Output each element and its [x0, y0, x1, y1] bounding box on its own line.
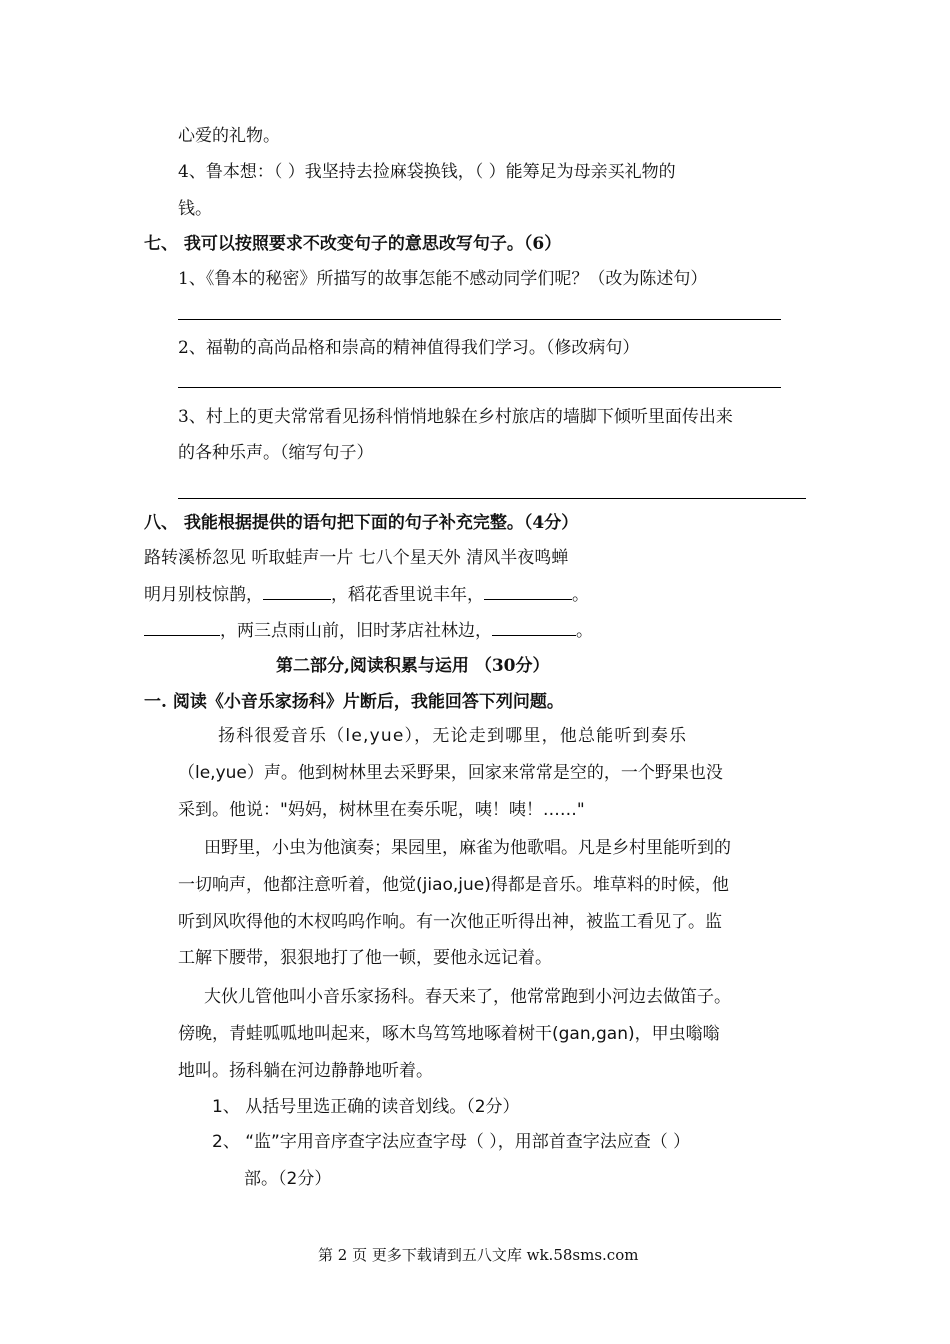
passage-line: 扬科很爱音乐（le,yue），无论走到哪里，他总能听到奏乐: [218, 726, 688, 746]
answer-line: [178, 498, 806, 499]
poem-text: ，两三点雨山前，旧时茅店社林边，: [220, 621, 492, 641]
fill-blank: [484, 583, 572, 600]
sub-question-2: 2、 “监”字用音序查字法应查字母（ ），用部首查字法应查（ ）: [212, 1132, 691, 1152]
passage-line: 傍晚，青蛙呱呱地叫起来，啄木鸟笃笃地啄着树干(gan,gan)，甲虫嗡嗡: [178, 1024, 720, 1044]
passage-line: 工解下腰带，狠狠地打了他一顿，要他永远记着。: [178, 948, 552, 968]
fill-blank: [263, 583, 331, 600]
answer-line: [178, 319, 781, 320]
sub-question-1: 1、 从括号里选正确的读音划线。（2分）: [212, 1097, 520, 1117]
poem-line-2: [144, 619, 593, 643]
fill-blank: [492, 619, 576, 636]
passage-line: 田野里，小虫为他演奏；果园里，麻雀为他歌唱。凡是乡村里能听到的: [204, 838, 731, 858]
poem-text: 。: [576, 621, 593, 641]
passage-line: 一切响声，他都注意听着，他觉(jiao,jue)得都是音乐。堆草料的时候，他: [178, 875, 729, 895]
section-7-question-3: 3、村上的更夫常常看见扬科悄悄地躲在乡村旅店的墙脚下倾听里面传出来: [178, 407, 733, 427]
question-4-line: 4、鲁本想：（ ）我坚持去捡麻袋换钱，（ ）能筹足为母亲买礼物的: [178, 162, 676, 182]
reading-question-heading: 一. 阅读《小音乐家扬科》片断后，我能回答下列问题。: [144, 692, 564, 712]
text-line: 心爱的礼物。: [178, 126, 280, 146]
passage-line: 采到。他说："妈妈，树林里在奏乐呢，咦！咦！……": [178, 800, 585, 820]
text-line: 钱。: [178, 199, 212, 219]
section-7-heading: 七、 我可以按照要求不改变句子的意思改写句子。（6）: [144, 234, 562, 254]
poem-line-1: [144, 583, 589, 607]
section-7-question-2: 2、福勒的高尚品格和崇高的精神值得我们学习。（修改病句）: [178, 338, 640, 358]
part-2-title: 第二部分,阅读积累与运用 （30分）: [276, 656, 550, 676]
poem-options: 路转溪桥忽见 听取蛙声一片 七八个星天外 清风半夜鸣蝉: [144, 548, 569, 568]
passage-line: 大伙儿管他叫小音乐家扬科。春天来了，他常常跑到小河边去做笛子。: [204, 987, 731, 1007]
poem-text: 。: [572, 585, 589, 605]
answer-line: [178, 387, 781, 388]
page-footer: 第 2 页 更多下载请到五八文库 wk.58sms.com: [318, 1246, 639, 1264]
fill-blank: [144, 619, 220, 636]
section-7-question-1: 1、《鲁本的秘密》所描写的故事怎能不感动同学们呢？（改为陈述句）: [178, 269, 708, 289]
passage-line: 听到风吹得他的木杈呜呜作响。有一次他正听得出神，被监工看见了。监: [178, 912, 722, 932]
passage-line: （le,yue）声。他到树林里去采野果，回家来常常是空的，一个野果也没: [178, 763, 723, 783]
section-8-heading: 八、 我能根据提供的语句把下面的句子补充完整。（4分）: [144, 513, 579, 533]
poem-text: 明月别枝惊鹊，: [144, 585, 263, 605]
passage-line: 地叫。扬科躺在河边静静地听着。: [178, 1061, 433, 1081]
text-line: 部。（2分）: [244, 1169, 332, 1189]
text-line: 的各种乐声。（缩写句子）: [178, 443, 374, 463]
poem-text: ，稻花香里说丰年，: [331, 585, 484, 605]
